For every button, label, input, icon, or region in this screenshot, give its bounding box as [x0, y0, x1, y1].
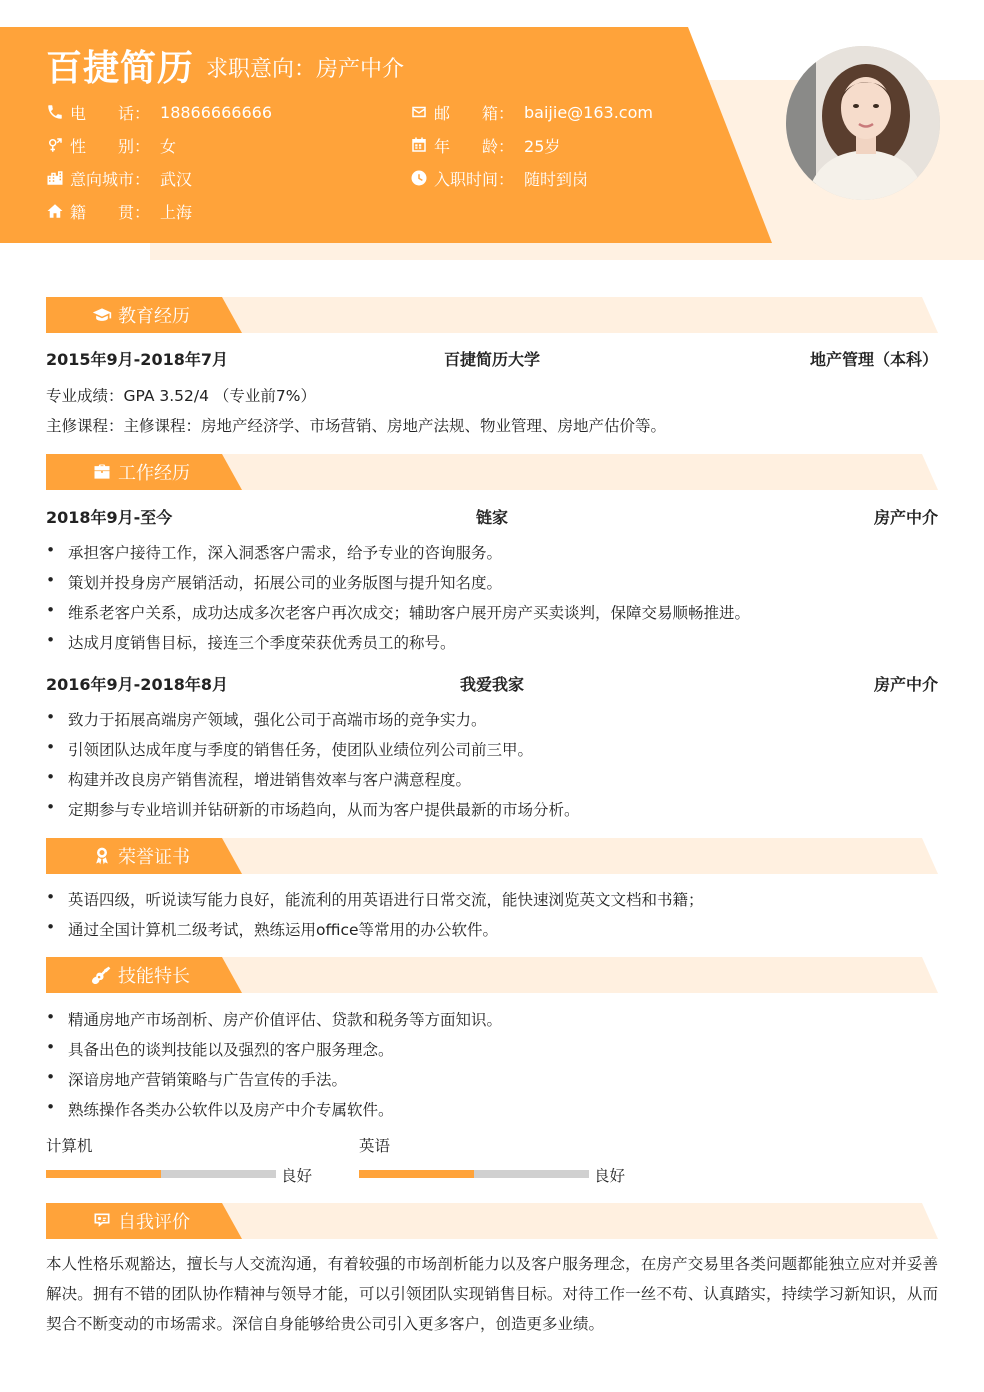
list-item	[46, 1098, 394, 1120]
self-evaluation-text: 本人性格乐观豁达，擅长与人交流沟通，有着较强的市场剖析能力以及客户服务理念，在房产交易里各类问题都能独立应对并妥善解决。拥有不错的团队协作精神与领导才能，可以引领团队实现销售目标。对待工作一丝不苟、认真踏实，持续学习新知识，从而契合不断变动的市场需求。深信自身能够给贵公司引入更多客户，创造更多业绩。	[46, 1255, 938, 1333]
gender-value: 女	[160, 136, 177, 156]
list-item-text: 承担客户接待工作，深入洞悉客户需求，给予专业的咨询服务。	[68, 544, 503, 562]
info-city	[46, 166, 192, 190]
section-title	[92, 454, 190, 490]
list-item-text: 通过全国计算机二级考试，熟练运用office等常用的办公软件。	[68, 921, 499, 939]
info-label: 邮 箱：	[434, 103, 515, 123]
info-age	[410, 133, 560, 157]
list-item	[46, 601, 750, 623]
list-item	[46, 918, 498, 940]
start-value: 随时到岗	[524, 169, 589, 189]
city-value: 武汉	[160, 169, 193, 189]
list-item	[46, 1008, 502, 1030]
list-item	[46, 541, 502, 563]
list-item-text: 熟练操作各类办公软件以及房产中介专属软件。	[68, 1101, 394, 1119]
skill-name: 计算机	[46, 1137, 93, 1155]
list-item	[46, 571, 502, 593]
info-phone	[46, 100, 272, 124]
briefcase-icon	[92, 462, 112, 482]
graduation-cap-icon	[92, 305, 112, 325]
list-item-text: 维系老客户关系，成功达成多次老客户再次成交；辅助客户展开房产买卖谈判，保障交易顺畅推进。	[68, 604, 751, 622]
skill-name: 英语	[359, 1137, 391, 1155]
list-item-text: 达成月度销售目标，接连三个季度荣获优秀员工的称号。	[68, 634, 456, 652]
job-position: 房产中介	[873, 508, 938, 527]
info-start	[410, 166, 588, 190]
list-item-text: 构建并改良房产销售流程，增进销售效率与客户满意程度。	[68, 771, 472, 789]
phone-value: 18866666666	[160, 102, 272, 122]
skill-level: 良好	[281, 1167, 313, 1185]
home-icon	[46, 202, 64, 220]
mail-icon	[410, 103, 428, 121]
list-item	[46, 631, 456, 653]
skill-level: 良好	[594, 1167, 626, 1185]
section-title	[92, 838, 190, 874]
phone-icon	[46, 103, 64, 121]
section-title-text: 工作经历	[118, 463, 190, 484]
info-label: 籍 贯：	[70, 202, 151, 222]
skill-bar-track	[359, 1170, 589, 1178]
guitar-icon	[92, 965, 112, 985]
list-item	[46, 708, 487, 730]
list-item	[46, 798, 580, 820]
info-email	[410, 100, 653, 124]
job-row	[46, 505, 938, 531]
education-courses: 主修课程：主修课程：房地产经济学、市场营销、房地产法规、物业管理、房地产估价等。	[46, 417, 667, 435]
job-intent: 求职意向：房产中介	[206, 57, 405, 82]
education-school: 百捷简历大学	[443, 350, 540, 369]
skill-bar-track	[46, 1170, 276, 1178]
education-date: 2015年9月-2018年7月	[46, 350, 228, 369]
list-item-text: 精通房地产市场剖析、房产价值评估、贷款和税务等方面知识。	[68, 1011, 503, 1029]
section-title-text: 教育经历	[118, 306, 190, 327]
list-item	[46, 768, 471, 790]
job-date: 2016年9月-2018年8月	[46, 675, 228, 694]
city-icon	[46, 169, 64, 187]
info-hometown	[46, 199, 192, 223]
info-label: 意向城市：	[70, 169, 151, 189]
job-row	[46, 672, 938, 698]
gender-icon	[46, 136, 64, 154]
section-skills-header	[46, 957, 938, 993]
age-value: 25岁	[524, 136, 561, 156]
section-self-header	[46, 1203, 938, 1239]
info-label: 年 龄：	[434, 136, 515, 156]
list-item-text: 策划并投身房产展销活动，拓展公司的业务版图与提升知名度。	[68, 574, 503, 592]
education-grade: 专业成绩：GPA 3.52/4 （专业前7%）	[46, 387, 317, 405]
section-title-text: 技能特长	[118, 966, 190, 987]
job-company: 我爱我家	[459, 675, 524, 694]
list-item-text: 定期参与专业培训并钻研新的市场趋向，从而为客户提供最新的市场分析。	[68, 801, 580, 819]
hometown-value: 上海	[160, 202, 193, 222]
section-title	[92, 957, 190, 993]
list-item-text: 致力于拓展高端房产领域，强化公司于高端市场的竞争实力。	[68, 711, 487, 729]
profile-photo	[786, 46, 940, 200]
education-row	[46, 347, 938, 373]
calendar-icon	[410, 136, 428, 154]
list-item	[46, 1068, 347, 1090]
list-item-text: 英语四级，听说读写能力良好，能流利的用英语进行日常交流，能快速浏览英文文档和书籍；	[68, 891, 704, 909]
avatar	[786, 46, 940, 200]
list-item	[46, 888, 704, 910]
skill-bar-fill	[359, 1170, 474, 1178]
info-gender	[46, 133, 176, 157]
clock-icon	[410, 169, 428, 187]
section-honors-header	[46, 838, 938, 874]
list-item-text: 具备出色的谈判技能以及强烈的客户服务理念。	[68, 1041, 394, 1059]
info-label: 入职时间：	[434, 169, 515, 189]
list-item-text: 深谙房地产营销策略与广告宣传的手法。	[68, 1071, 348, 1089]
list-item	[46, 1038, 394, 1060]
section-title	[92, 297, 190, 333]
award-icon	[92, 846, 112, 866]
section-title-text: 荣誉证书	[118, 847, 190, 868]
list-item-text: 引领团队达成年度与季度的销售任务，使团队业绩位列公司前三甲。	[68, 741, 534, 759]
job-position: 房产中介	[873, 675, 938, 694]
job-company: 链家	[475, 508, 508, 527]
section-title-text: 自我评价	[118, 1212, 190, 1233]
section-work-header	[46, 454, 938, 490]
education-major: 地产管理（本科）	[809, 350, 938, 369]
section-title	[92, 1203, 190, 1239]
speech-person-icon	[92, 1211, 112, 1231]
info-label: 性 别：	[70, 136, 151, 156]
section-education-header	[46, 297, 938, 333]
info-label: 电 话：	[70, 103, 151, 123]
email-value: baijie@163.com	[524, 102, 653, 122]
skill-bar-fill	[46, 1170, 161, 1178]
job-date: 2018年9月-至今	[46, 508, 173, 527]
resume-name: 百捷简历	[46, 48, 195, 89]
list-item	[46, 738, 533, 760]
